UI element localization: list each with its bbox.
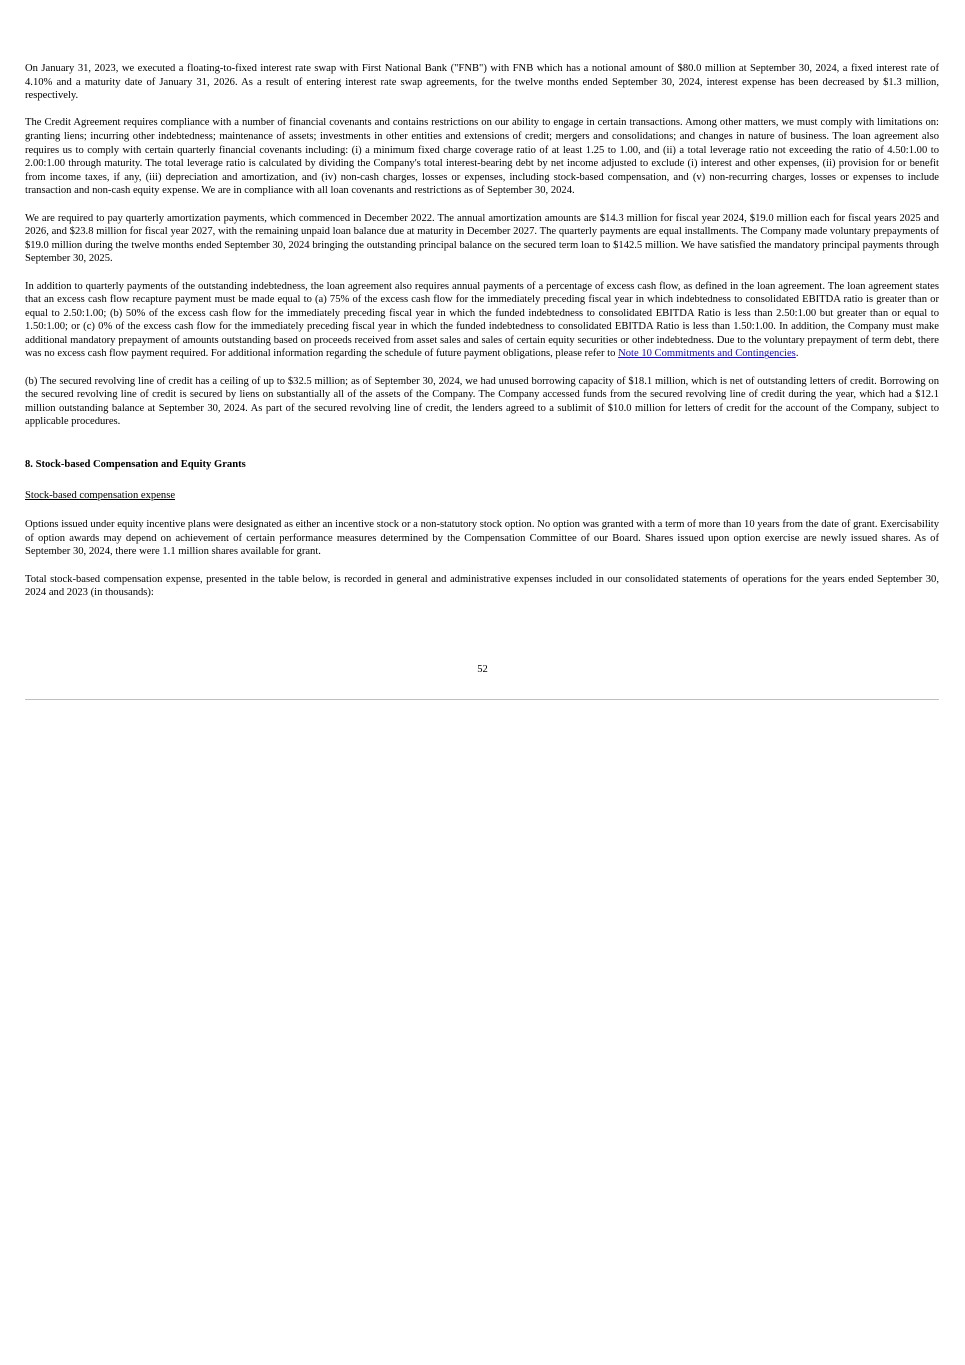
page-number: 52 <box>477 664 488 675</box>
page-divider <box>25 699 939 700</box>
section-heading: 8. Stock-based Compensation and Equity Grants <box>25 459 246 471</box>
document-body <box>25 62 939 600</box>
note-10-commitments-link[interactable]: Note 10 Commitments and Contingencies <box>618 348 796 360</box>
amortization-payments-paragraph: We are required to pay quarterly amortization payments, which commenced in December 2022. The annual amortization amounts are $14.3 million for fiscal year 2024, $19.0 million each for fiscal years 2025 and 2026, and $23.8 million for fiscal year 2027, with the remaining unpaid loan balance due at maturity in December 2027. The quarterly payments are equal installments. The Company made voluntary prepayments of $19.0 million during the twelve months ended September 30, 2024 bringing the outstanding principal balance on the secured term loan to $142.5 million. We have satisfied the mandatory principal payments through September 30, 2025. <box>25 212 939 265</box>
revolving-credit-paragraph: (b) The secured revolving line of credit has a ceiling of up to $32.5 million; as of September 30, 2024, we had unused borrowing capacity of $18.1 million, which is net of outstanding letters of credit. Borrowing on the secured revolving line of credit is secured by liens on substantially all of the assets of the Company. The Company accessed funds from the secured revolving line of credit during the year, which had a $12.1 million outstanding balance at September 30, 2024. As part of the secured revolving line of credit, the lenders agreed to a sublimit of $10.0 million for letters of credit for the account of the Company, subject to applicable procedures. <box>25 375 939 428</box>
excess-cash-flow-paragraph <box>25 280 939 362</box>
section-subheading: Stock-based compensation expense <box>25 489 176 501</box>
excess-cash-flow-period: . <box>795 348 799 360</box>
total-expense-paragraph: Total stock-based compensation expense, presented in the table below, is recorded in general and administrative expenses included in our consolidated statements of operations for the years ended September 30, 2024 and 2023 (in thousands): <box>25 573 939 599</box>
interest-rate-swap-paragraph: On January 31, 2023, we executed a floating-to-fixed interest rate swap with First National Bank ("FNB") with FNB which has a notional amount of $80.0 million at September 30, 2024, a fixed interest rate of 4.10% and a maturity date of January 31, 2026. As a result of entering interest rate swap agreements, for the twelve months ended September 30, 2024, interest expense has been decreased by $1.3 million, respectively. <box>25 63 939 102</box>
financial-covenants-paragraph: The Credit Agreement requires compliance with a number of financial covenants and contains restrictions on our ability to engage in certain transactions. Among other matters, we must comply with limitations on: granting liens; incurring other indebtedness; maintenance of assets; investments in other entities and extensions of credit; mergers and consolidations; and changes in nature of business. The loan agreement also requires us to comply with certain quarterly financial covenants including: (i) a minimum fixed charge coverage ratio of at least 1.25 to 1.00, and (ii) a total leverage ratio not exceeding the ratio of 4.50:1.00 to 2.00:1.00 through maturity. The total leverage ratio is calculated by dividing the Company's total interest-bearing debt by net income adjusted to exclude (i) interest and other expenses, (ii) provision for or benefit from income taxes, if any, (iii) depreciation and amortization, and (iv) non-cash charges, losses or expenses, including stock-based compensation, and (v) non-recurring charges, losses or expenses to include transaction and non-cash equity expense. We are in compliance with all loan covenants and restrictions as of September 30, 2024. <box>25 117 939 197</box>
stock-options-paragraph: Options issued under equity incentive plans were designated as either an incentive stock or a non-statutory stock option. No option was granted with a term of more than 10 years from the date of grant. Exercisability of option awards may depend on achievement of certain performance measures determined by the Compensation Committee of our Board. Shares issued upon option exercise are newly issued shares. As of September 30, 2024, there were 1.1 million shares available for grant. <box>25 519 939 558</box>
excess-cash-flow-text: In addition to quarterly payments of the outstanding indebtedness, the loan agreement also requires annual payments of a percentage of excess cash flow, as defined in the loan agreement. The loan agreement states that an excess cash flow recapture payment must be made equal to (a) 75% of the excess cash flow for the immediately preceding fiscal year in which indebtedness to consolidated EBITDA ratio is greater than or equal to 2.50:1.00; (b) 50% of the excess cash flow for the immediately preceding fiscal year in which the funded indebtedness to consolidated EBITDA Ratio is less than 2.50:1.00 but greater than or equal to 1.50:1.00; or (c) 0% of the excess cash flow for the immediately preceding fiscal year in which the funded indebtedness to consolidated EBITDA Ratio is less than 1.50:1.00. In addition, the Company must make additional mandatory prepayment of amounts outstanding based on proceeds received from asset sales and sales of certain equity securities or other indebtedness. Due to the voluntary prepayment of term debt, there was no excess cash flow payment required. For additional information regarding the schedule of future payment obligations, please refer to <box>25 280 939 360</box>
